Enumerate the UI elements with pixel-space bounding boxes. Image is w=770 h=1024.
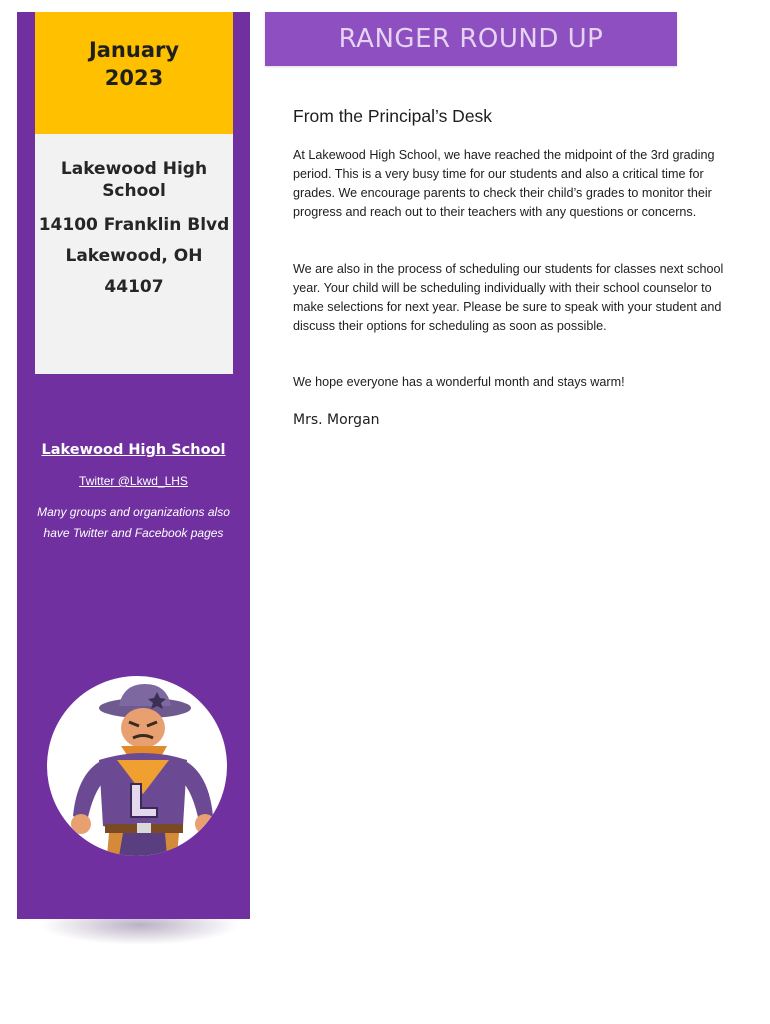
article-paragraph-1: At Lakewood High School, we have reached the midpoint of the 3rd grading period. This is a very busy time for our students and also a critical time for grades. We encourage parents to check their child’s grades to monitor their progress and reach out to their teachers with any questions or concerns. [293,148,715,219]
twitter-link[interactable]: Twitter @Lkwd_LHS [79,474,188,488]
year-label: 2023 [104,66,164,90]
school-link[interactable]: Lakewood High School [41,442,226,458]
article-heading: From the Principal’s Desk [293,106,493,126]
article-paragraph-3: We hope everyone has a wonderful month and stays warm! [293,375,625,389]
newsletter-banner [265,12,677,66]
links-section [17,442,250,544]
address-street: 14100 Franklin Blvd [38,215,230,235]
social-note: Many groups and organizations also have Twitter and Facebook pages [37,505,230,540]
address-school: Lakewood High School [60,159,208,201]
ranger-mascot-image [47,676,227,856]
address-box [35,134,233,374]
address-city: Lakewood, OH [65,246,203,266]
month-label: January [88,38,180,62]
article-paragraph-2: We are also in the process of scheduling our students for classes next school year. Your child will be scheduling individually with their school counselor to make selections for next year. Please be sure to speak with your student and discuss their options for scheduling as soon as possible. [293,262,724,333]
article-signature: Mrs. Morgan [293,412,380,428]
newsletter-title: RANGER ROUND UP [338,24,604,54]
mascot-illustration [47,676,227,856]
address-zip: 44107 [104,277,164,297]
sidebar [17,12,250,919]
date-box [35,12,233,134]
